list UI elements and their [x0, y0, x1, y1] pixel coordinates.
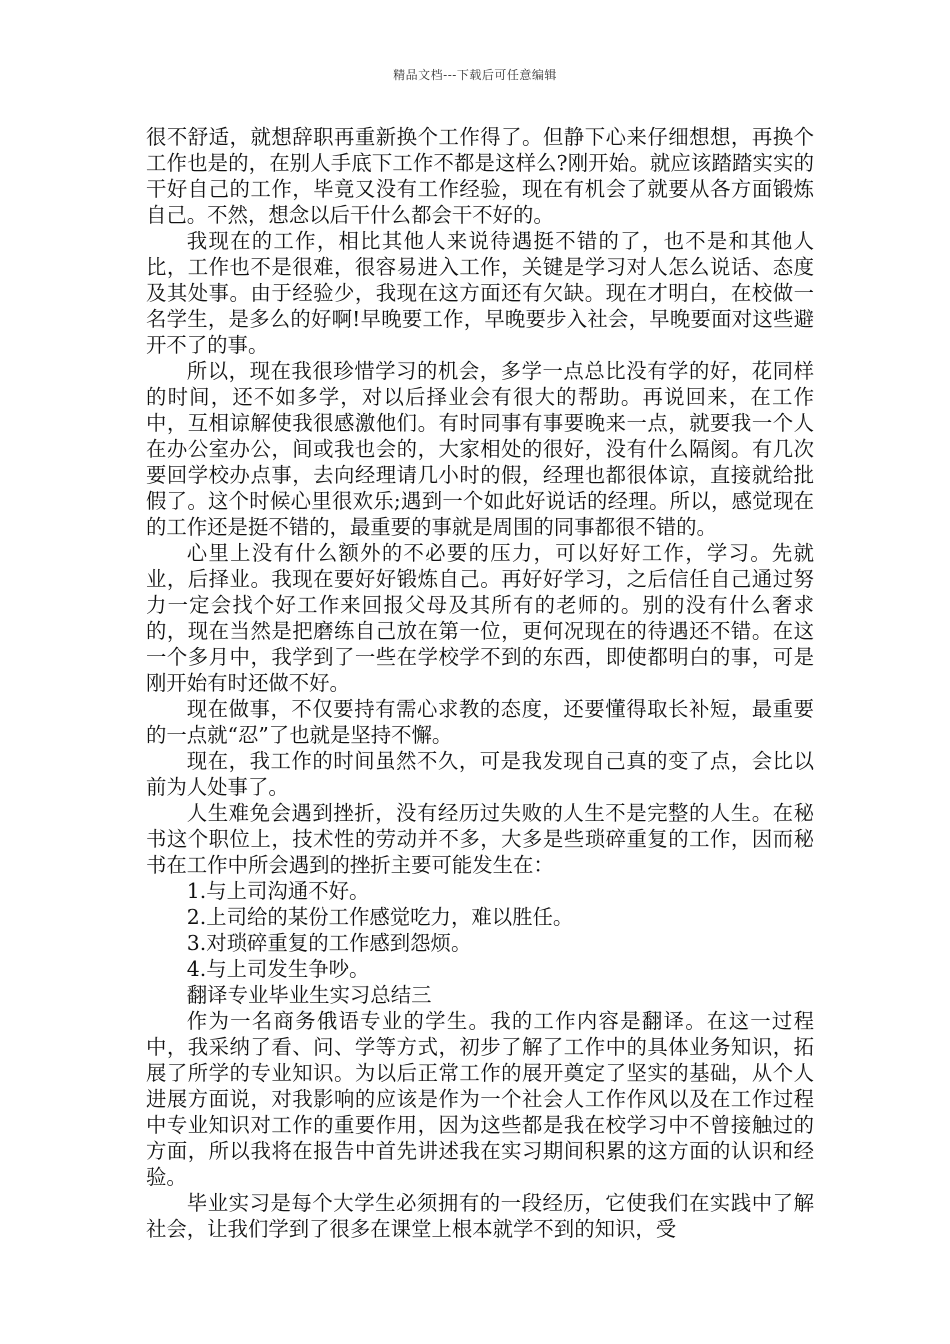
page-header: 精品文档---下载后可任意编辑	[393, 68, 557, 82]
paragraph: 很不舒适，就想辞职再重新换个工作得了。但静下心来仔细想想，再换个工作也是的，在别人手底下工作不都是这样么?刚开始。就应该踏踏实实的干好自己的工作，毕竟又没有工作经验，现在有机会了就要从各方面锻炼自己。不然，想念以后干什么都会干不好的。	[146, 125, 814, 227]
paragraph: 人生难免会遇到挫折，没有经历过失败的人生不是完整的人生。在秘书这个职位上，技术性的劳动并不多，大多是些琐碎重复的工作，因而秘书在工作中所会遇到的挫折主要可能发生在：	[146, 801, 814, 877]
paragraph: 现在做事，不仅要持有需心求教的态度，还要懂得取长补短，最重要的一点就“忍”了也就是坚持不懈。	[146, 697, 814, 747]
paragraph: 作为一名商务俄语专业的学生。我的工作内容是翻译。在这一过程中，我采纳了看、问、学等方式，初步了解了工作中的具体业务知识，拓展了所学的专业知识。为以后正常工作的展开奠定了坚实的基础，从个人进展方面说，对我影响的应该是作为一个社会人工作作风以及在工作过程中专业知识对工作的重要作用，因为这些都是我在校学习中不曾接触过的方面，所以我将在报告中首先讲述我在实习期间积累的这方面的认识和经验。	[146, 1009, 814, 1189]
section-heading: 翻译专业毕业生实习总结三	[186, 983, 432, 1007]
paragraph: 所以，现在我很珍惜学习的机会，多学一点总比没有学的好，花同样的时间，还不如多学，对以后择业会有很大的帮助。再说回来，在工作中，互相谅解使我很感激他们。有时同事有事要晚来一点，就要我一个人在办公室办公，间或我也会的，大家相处的很好，没有什么隔阂。有几次要回学校办点事，去向经理请几小时的假，经理也都很体谅，直接就给批假了。这个时候心里很欢乐;遇到一个如此好说话的经理。所以，感觉现在的工作还是挺不错的，最重要的事就是周围的同事都很不错的。	[146, 359, 814, 539]
paragraph: 毕业实习是每个大学生必须拥有的一段经历，它使我们在实践中了解社会，让我们学到了很多在课堂上根本就学不到的知识，受	[146, 1191, 814, 1241]
list-item: 4.与上司发生争吵。	[186, 957, 370, 981]
list-item: 3.对琐碎重复的工作感到怨烦。	[186, 931, 472, 955]
paragraph: 我现在的工作，相比其他人来说待遇挺不错的了，也不是和其他人比，工作也不是很难，很容易进入工作，关键是学习对人怎么说话、态度及其处事。由于经验少，我现在这方面还有欠缺。现在才明白，在校做一名学生，是多么的好啊!早晚要工作，早晚要步入社会，早晚要面对这些避开不了的事。	[146, 229, 814, 357]
paragraph: 现在，我工作的时间虽然不久，可是我发现自己真的变了点，会比以前为人处事了。	[146, 749, 814, 799]
list-item: 2.上司给的某份工作感觉吃力，难以胜任。	[186, 905, 574, 929]
list-item: 1.与上司沟通不好。	[186, 879, 370, 903]
document-body	[146, 124, 814, 1242]
paragraph: 心里上没有什么额外的不必要的压力，可以好好工作，学习。先就业，后择业。我现在要好好锻炼自己。再好好学习，之后信任自己通过努力一定会找个好工作来回报父母及其所有的老师的。别的没有什么奢求的，现在当然是把磨练自己放在第一位，更何况现在的待遇还不错。在这一个多月中，我学到了一些在学校学不到的东西，即使都明白的事，可是刚开始有时还做不好。	[146, 541, 814, 695]
